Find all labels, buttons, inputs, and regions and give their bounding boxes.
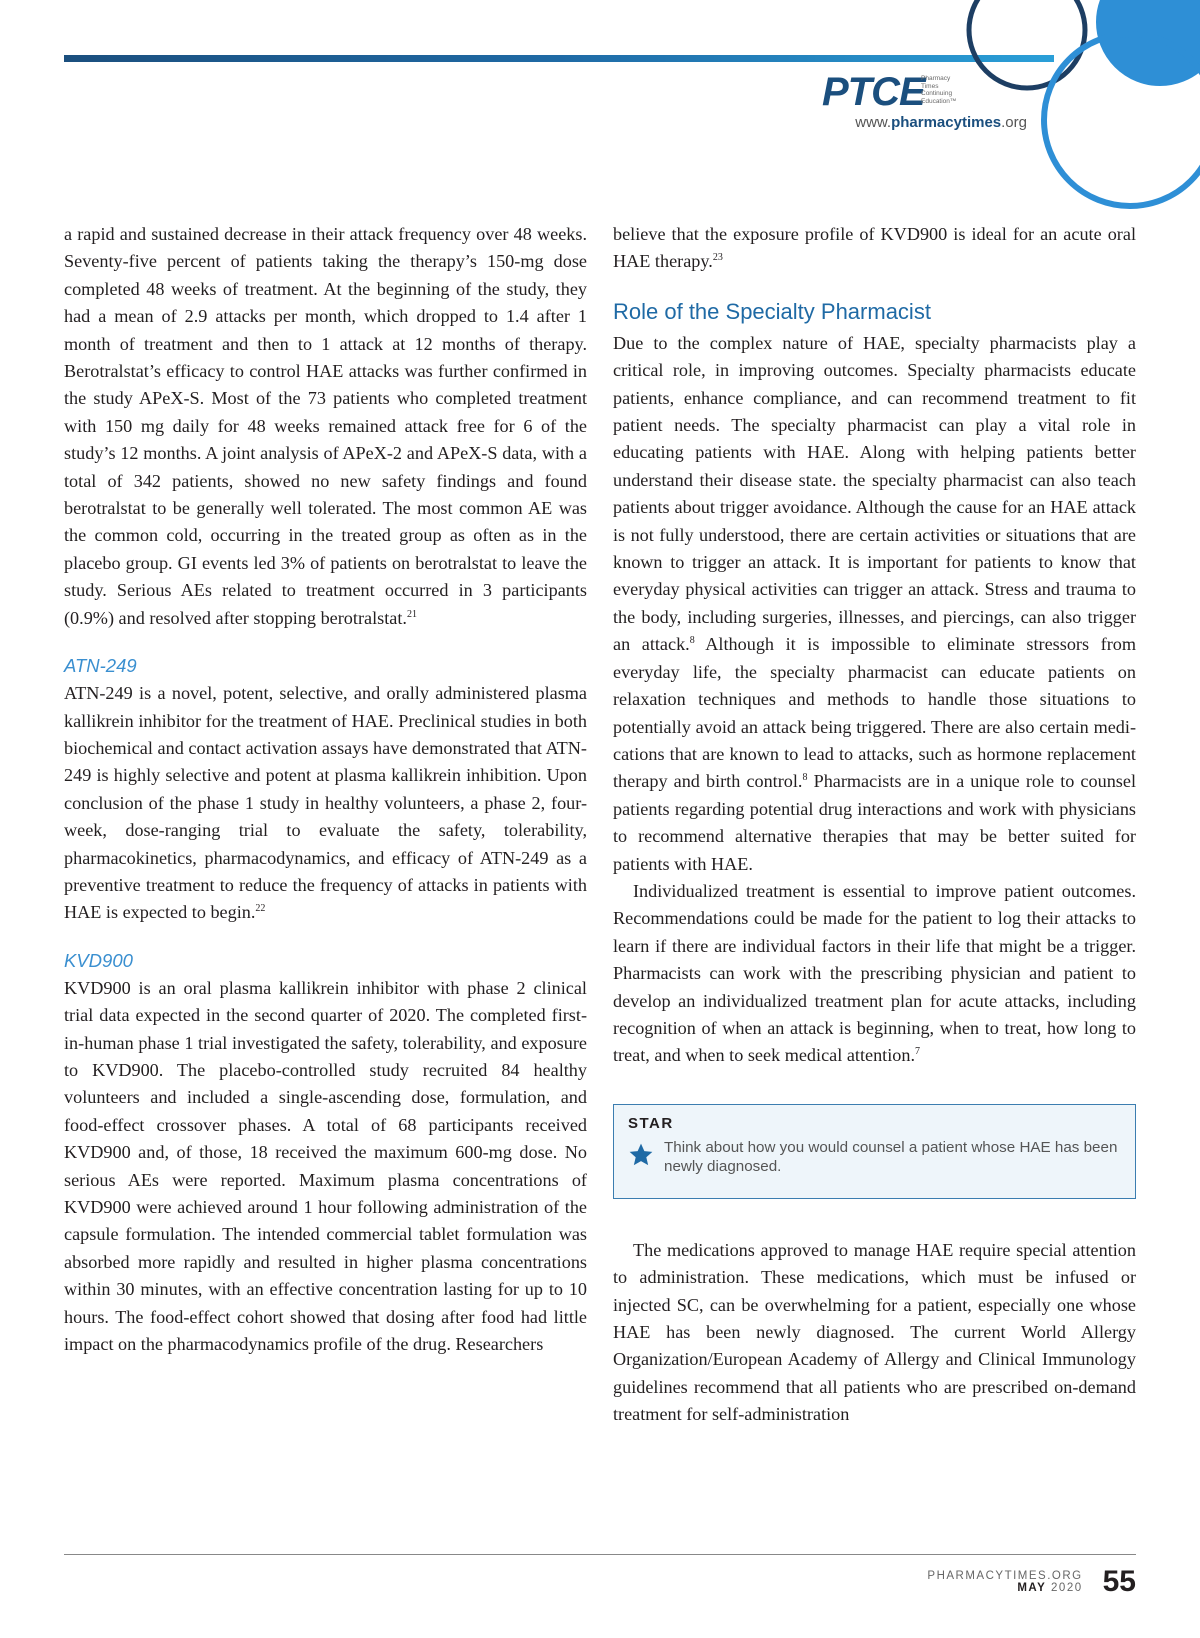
star-icon	[628, 1142, 654, 1168]
callout-text: Think about how you would counsel a patient whose HAE has been newly diagnosed.	[664, 1138, 1118, 1175]
site-url: www.pharmacytimes.org	[855, 114, 1027, 131]
subheading-kvd900: KVD900	[64, 949, 133, 971]
paragraph-kvd900: KVD900 is an oral plasma kallikrein inhibitor with phase 2 clinical trial data expected in the second quarter of 2020. The completed first-in-human phase 1 trial investigated the safety, tolerability, and exposure to KVD900. The placebo-controlled study recruited 84 healthy volunteers and included a single-ascending dose, formulation, and food-effect crossover phases. A total of 68 participants received KVD900 and, of those, 18 received the maximum 600-mg dose. No serious AEs were reported. Maximum plasma concentrations of KVD900 were achieved around 1 hour following administration of the capsule formulation. The intended commercial tablet formulation was absorbed more rapidly and resulted in higher plasma concentrations within 30 minutes, with an effective concentration lasting for up to 10 hours. The food-effect cohort showed that dosing after food had little impact on the pharmacodynamics profile of the drug. Researchers	[64, 977, 587, 1355]
logo-subtitle: Pharmacy Times Continuing Education™	[921, 75, 957, 105]
star-callout-box	[613, 1104, 1136, 1199]
reference-8b: 8	[802, 772, 808, 784]
page-number: 55	[1102, 1565, 1136, 1598]
paragraph-role: Due to the complex nature of HAE, specialty pharmacists play a critical role, in improving outcomes. Specialty pharmacists educate patients, enhance compliance, and can recommend treatment to fit patient needs. The specialty pharmacist can play a vital role in educating patients with HAE. Along with helping patients better understand their disease state. the specialty pharmacist can also teach patients about trigger avoidance. Although the cause for an HAE attack is not fully understood, there are certain activities or situations that are known to trigger an attack. It is important for patients to know that everyday physical activities can trigger an attack. Stress and trauma to the body, including surgeries, illnesses, and piercings, can also trigger an attack.$^8$ Although it is impossible to eliminate stressors from everyday life, the specialty pharmacist can educate patients on relaxation techniques and methods to handle those situations to potentially avoid an attack being triggered. There are also certain medications that are known to lead to attacks, such as hormone replacement therapy and birth control.$^8$ Pharmacists are in a unique role to counsel patients regarding potential drug interactions and work with physicians to recommend alternative therapies that may be better suited for patients with HAE.	[613, 332, 1136, 874]
reference-22: 22	[255, 903, 266, 915]
header-rule	[64, 55, 1054, 62]
footer-date: MAY 2020	[1017, 1582, 1083, 1594]
left-column	[64, 221, 587, 1358]
paragraph-medications: The medications approved to manage HAE require special attention to administration. These medications, which must be infused or injected SC, can be overwhelming for a patient, especially one whose HAE has been newly diagnosed. The current World Allergy Organization/European Academy of Allergy and Clinical Immunology guidelines recommend that all patients who are prescribed on-demand treatment for self-administration	[613, 1239, 1136, 1425]
footer	[927, 1566, 1136, 1598]
reference-21: 21	[406, 608, 417, 620]
reference-8a: 8	[689, 635, 695, 647]
reference-23: 23	[712, 252, 723, 264]
heading-role-specialty-pharmacist: Role of the Specialty Pharmacist	[613, 298, 931, 324]
paragraph-atn-249: ATN-249 is a novel, potent, selective, and orally administered plasma kallikrein inhibitor for the treatment of HAE. Preclinical studies in both biochemical and contact activation assays have demonstrated that ATN-249 is highly selective and potent at plasma kallikrein inhibition. Upon conclusion of the phase 1 study in healthy volunteers, a phase 2, four-week, dose-ranging trial to evaluate the safety, tolerability, pharmacokinetics, pharmacodynamics, and efficacy of ATN-249 as a preventive treatment to reduce the frequency of attacks in patients with HAE is expected to begin.$^{22}$	[64, 683, 587, 923]
paragraph-berotralstat: a rapid and sustained decrease in their attack frequency over 48 weeks. Seventy-five percent of patients taking the therapy’s 150-mg dose completed 48 weeks of treatment. At the beginning of the study, they had a mean of 2.9 attacks per month, which dropped to 1.4 after 1 month of treatment and then to 1 attack at 12 months of therapy. Berotralstat’s efficacy to control HAE attacks was further confirmed in the study APeX-S. Most of the 73 patients who completed treatment with 150 mg daily for 48 weeks remained attack free for 6 of the study’s 12 months. A joint analysis of APeX-2 and APeX-S data, with a total of 342 patients, showed no new safety findings and found berotralstat to be generally well tolerated. The most common AE was the common cold, occurring in the treated group as often as in the placebo group. GI events led 3% of patients on berotralstat to leave the study. Serious AEs related to treatment occurred in 3 participants (0.9%) and resolved after stopping berotralstat.$^{21}$	[64, 224, 587, 628]
logo-ptce-text: PTCE	[822, 70, 925, 114]
right-column	[613, 221, 1136, 1429]
paragraph-individualized: Individualized treatment is essential to improve patient outcomes. Recommendations could be made for the patient to log their attacks to learn if there are individual factors in their life that might be a trigger. Pharmacists can work with the prescribing physician and patient to develop an individualized treatment plan for acute attacks, including recognition of when an attack is beginning, when to treat, how long to treat, and when to seek medical attention.$^7$	[613, 880, 1136, 1066]
reference-7: 7	[915, 1046, 921, 1058]
subheading-atn-249: ATN-249	[64, 655, 137, 677]
footer-site: PHARMACYTIMES.ORG	[927, 1570, 1083, 1582]
paragraph-kvd900-cont: believe that the exposure profile of KVD900 is ideal for an acute oral HAE therapy.$^{23}$	[613, 224, 1136, 272]
ptce-logo	[790, 66, 1030, 136]
callout-title: STAR	[628, 1114, 674, 1132]
footer-rule	[64, 1554, 1136, 1555]
